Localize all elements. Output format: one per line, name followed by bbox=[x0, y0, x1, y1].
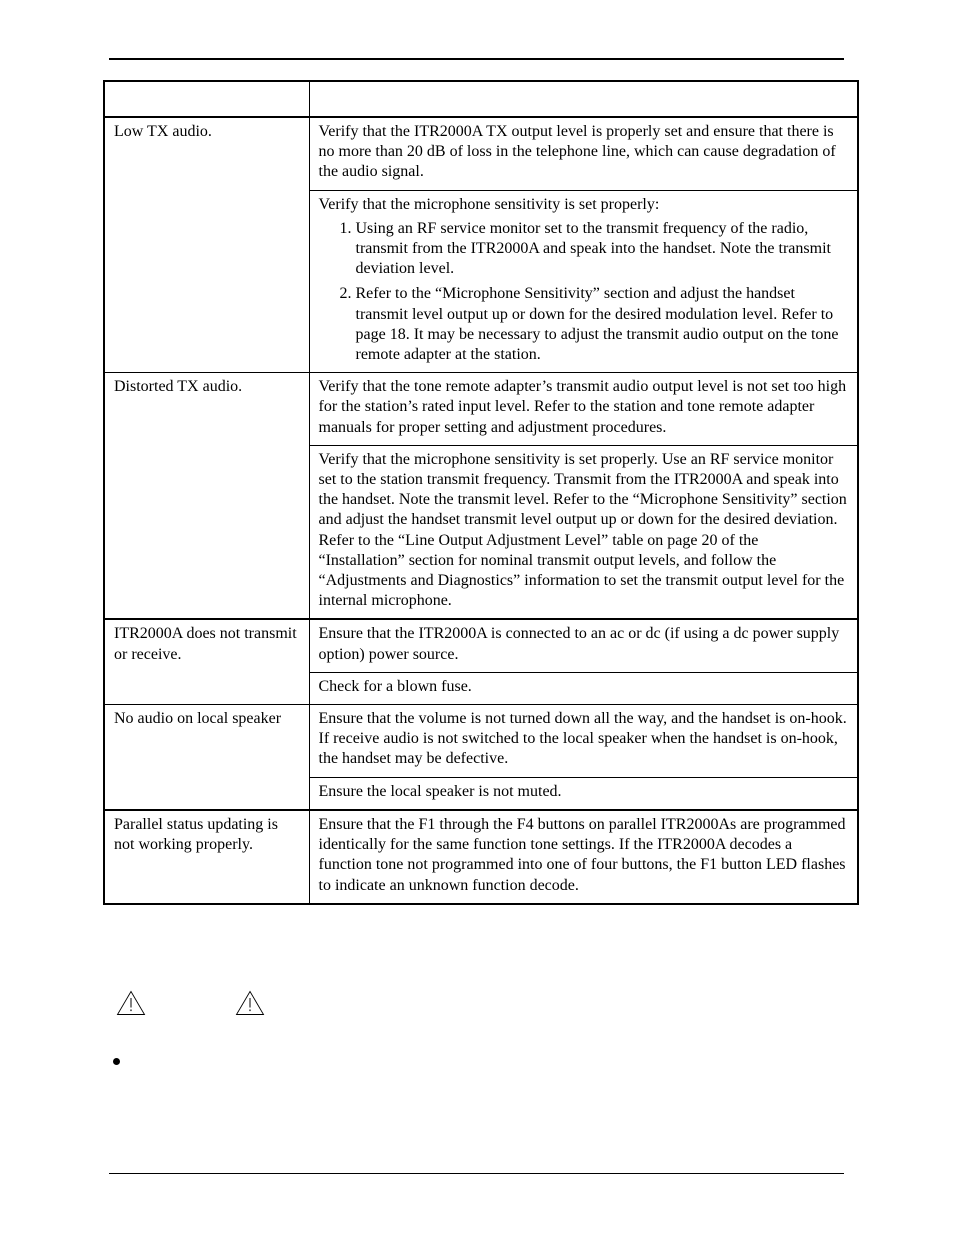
header-cell-solution bbox=[309, 81, 858, 117]
table-row bbox=[104, 373, 858, 446]
table-row bbox=[104, 705, 858, 778]
table-row bbox=[104, 619, 858, 672]
bullet-dot bbox=[113, 1058, 120, 1065]
table-header-row bbox=[104, 81, 858, 117]
problem-cell: Low TX audio. bbox=[104, 117, 309, 373]
solution-cell: Verify that the tone remote adapter’s transmit audio output level is not set too high for the station’s rated input level. Refer to the station and tone remote adapter manuals for proper setting and adjustment procedures. bbox=[309, 373, 858, 446]
solution-cell: Check for a blown fuse. bbox=[309, 672, 858, 704]
steps-list bbox=[319, 219, 849, 365]
problem-cell: ITR2000A does not transmit or receive. bbox=[104, 619, 309, 704]
header-cell-problem bbox=[104, 81, 309, 117]
problem-cell: No audio on local speaker bbox=[104, 705, 309, 810]
troubleshooting-table bbox=[103, 80, 859, 905]
solution-cell: Verify that the ITR2000A TX output level is properly set and ensure that there is no more than 20 dB of loss in the telephone line, which can cause degradation of the audio signal. bbox=[309, 117, 858, 190]
solution-cell: Ensure the local speaker is not muted. bbox=[309, 777, 858, 810]
solution-cell: Ensure that the ITR2000A is connected to an ac or dc (if using a dc power supply option) power source. bbox=[309, 619, 858, 672]
table-row bbox=[104, 117, 858, 190]
solution-cell: Ensure that the F1 through the F4 buttons on parallel ITR2000As are programmed identically for the same function tone settings. If the ITR2000A decodes a function tone not programmed into one of four buttons, the F1 button LED flashes to indicate an unknown function decode. bbox=[309, 810, 858, 904]
warning-triangle-icon bbox=[235, 990, 265, 1016]
step-item: 1. Using an RF service monitor set to the transmit frequency of the radio, transmit from the ITR2000A and speak into the handset. Note the transmit deviation level. bbox=[356, 219, 849, 280]
table-row bbox=[104, 810, 858, 904]
problem-cell: Distorted TX audio. bbox=[104, 373, 309, 620]
solution-intro: Verify that the microphone sensitivity is set properly: bbox=[318, 195, 660, 213]
solution-cell bbox=[309, 190, 858, 373]
header-rule bbox=[109, 58, 844, 60]
warning-triangle-icon bbox=[116, 990, 146, 1016]
solution-cell: Verify that the microphone sensitivity is set properly. Use an RF service monitor set to the station transmit frequency. Transmit from the ITR2000A and speak into the handset. Note the transmit level. Refer to the “Microphone Sensitivity” section and adjust the handset transmit level output up or down for the desired deviation. Refer to the “Line Output Adjustment Level” table on page 20 of the “Installation” section for nominal transmit output levels, and follow the “Adjustments and Diagnostics” information to set the transmit output level for the internal microphone. bbox=[309, 445, 858, 619]
step-item: 2. Refer to the “Microphone Sensitivity” section and adjust the handset transmit level output up or down for the desired modulation level. Refer to page 18. It may be necessary to adjust the transmit audio output on the tone remote adapter at the station. bbox=[356, 284, 849, 365]
problem-cell: Parallel status updating is not working properly. bbox=[104, 810, 309, 904]
solution-cell: Ensure that the volume is not turned down all the way, and the handset is on-hook. If receive audio is not switched to the local speaker when the handset is on-hook, the handset may be defective. bbox=[309, 705, 858, 778]
footer-rule bbox=[109, 1173, 844, 1174]
